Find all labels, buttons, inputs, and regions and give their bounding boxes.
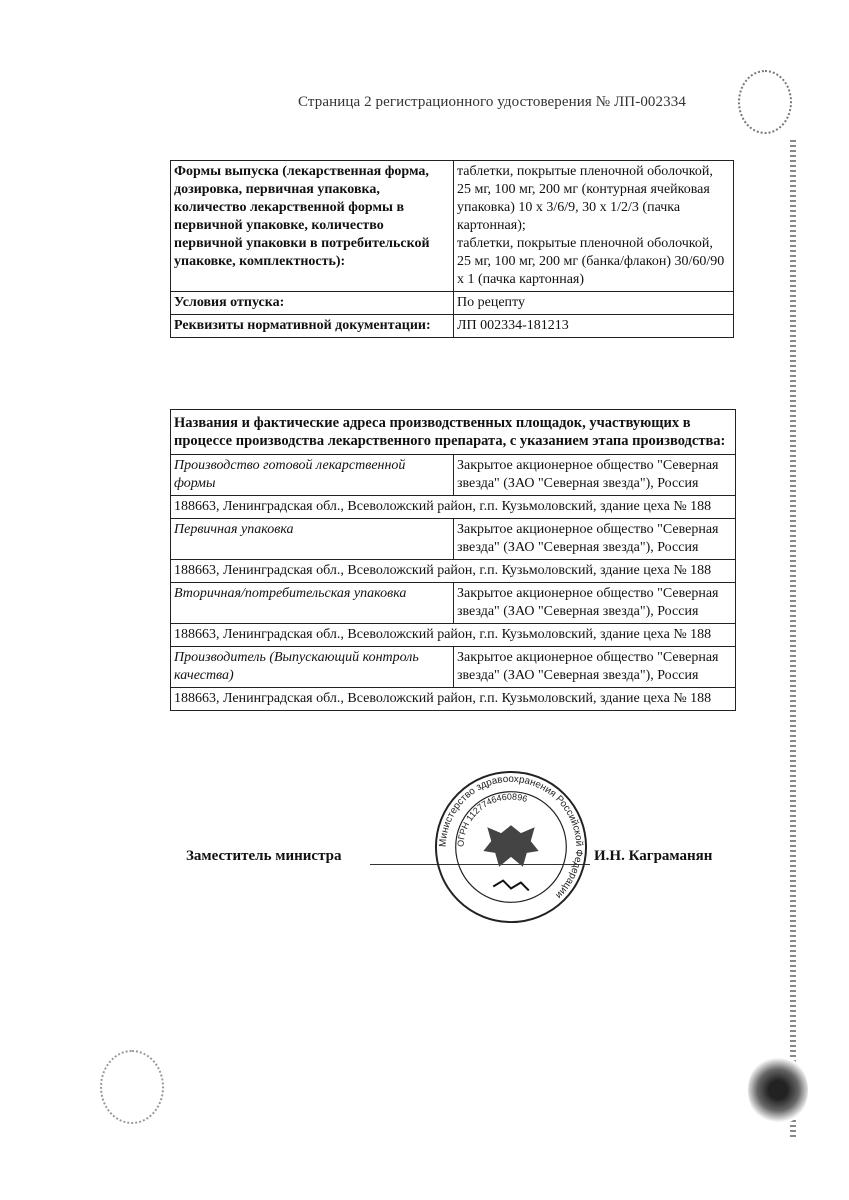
table-row bbox=[171, 315, 734, 338]
page-header: Страница 2 регистрационного удостоверения № ЛП-002334 bbox=[298, 94, 686, 110]
signatory-name: И.Н. Каграманян bbox=[594, 848, 713, 864]
row-value: ЛП 002334-181213 bbox=[454, 315, 734, 338]
svg-text:ОГРН 1127746460896: ОГРН 1127746460896 bbox=[455, 791, 529, 848]
release-info-table bbox=[170, 160, 734, 338]
address-row bbox=[171, 496, 736, 519]
address-row bbox=[171, 624, 736, 647]
site-row bbox=[171, 455, 736, 496]
site-row bbox=[171, 647, 736, 688]
row-label: Формы выпуска (лекарственная форма, дозировка, первичная упаковка, количество лекарственной формы в первичной упаковке, количество первичной упаковки в потребительской упаковке, комплектность): bbox=[171, 161, 454, 292]
value-line: таблетки, покрытые пленочной оболочкой, 25 мг, 100 мг, 200 мг (контурная ячейковая упаковка) 10 x 3/6/9, 30 x 1/2/3 (пачка картонная); bbox=[457, 164, 713, 233]
row-value bbox=[454, 161, 734, 292]
site-row bbox=[171, 519, 736, 560]
site-row bbox=[171, 583, 736, 624]
value-line: таблетки, покрытые пленочной оболочкой, 25 мг, 100 мг, 200 мг (банка/флакон) 30/60/90 x 1 (пачка картонная) bbox=[457, 236, 725, 287]
production-stage: Первичная упаковка bbox=[171, 519, 454, 560]
table-row bbox=[171, 161, 734, 292]
address-row bbox=[171, 560, 736, 583]
row-value: По рецепту bbox=[454, 292, 734, 315]
scan-edge bbox=[790, 140, 796, 1140]
svg-text:Министерство здравоохранения Р: Министерство здравоохранения Российской Федерации bbox=[437, 773, 585, 901]
table-heading: Названия и фактические адреса производственных площадок, участвующих в процессе производства лекарственного препарата, с указанием этапа производства: bbox=[171, 410, 736, 455]
signatory-position: Заместитель министра bbox=[186, 848, 342, 864]
row-label: Реквизиты нормативной документации: bbox=[171, 315, 454, 338]
company-name: Закрытое акционерное общество "Северная звезда" (ЗАО "Северная звезда"), Россия bbox=[454, 455, 736, 496]
company-name: Закрытое акционерное общество "Северная звезда" (ЗАО "Северная звезда"), Россия bbox=[454, 647, 736, 688]
company-name: Закрытое акционерное общество "Северная звезда" (ЗАО "Северная звезда"), Россия bbox=[454, 583, 736, 624]
production-stage: Производство готовой лекарственной формы bbox=[171, 455, 454, 496]
address-row bbox=[171, 688, 736, 711]
production-stage: Вторичная/потребительская упаковка bbox=[171, 583, 454, 624]
production-stage: Производитель (Выпускающий контроль качества) bbox=[171, 647, 454, 688]
site-address: 188663, Ленинградская обл., Всеволожский район, г.п. Кузьмоловский, здание цеха № 188 bbox=[171, 560, 736, 583]
table-row bbox=[171, 292, 734, 315]
company-name: Закрытое акционерное общество "Северная звезда" (ЗАО "Северная звезда"), Россия bbox=[454, 519, 736, 560]
production-sites-table bbox=[170, 409, 736, 711]
watermark-ornament-bottom bbox=[748, 1055, 808, 1125]
site-address: 188663, Ленинградская обл., Всеволожский район, г.п. Кузьмоловский, здание цеха № 188 bbox=[171, 496, 736, 519]
watermark-ornament-top bbox=[738, 70, 792, 134]
site-address: 188663, Ленинградская обл., Всеволожский район, г.п. Кузьмоловский, здание цеха № 188 bbox=[171, 624, 736, 647]
watermark-ornament-left bbox=[100, 1050, 164, 1124]
official-stamp bbox=[432, 768, 590, 926]
site-address: 188663, Ленинградская обл., Всеволожский район, г.п. Кузьмоловский, здание цеха № 188 bbox=[171, 688, 736, 711]
row-label: Условия отпуска: bbox=[171, 292, 454, 315]
